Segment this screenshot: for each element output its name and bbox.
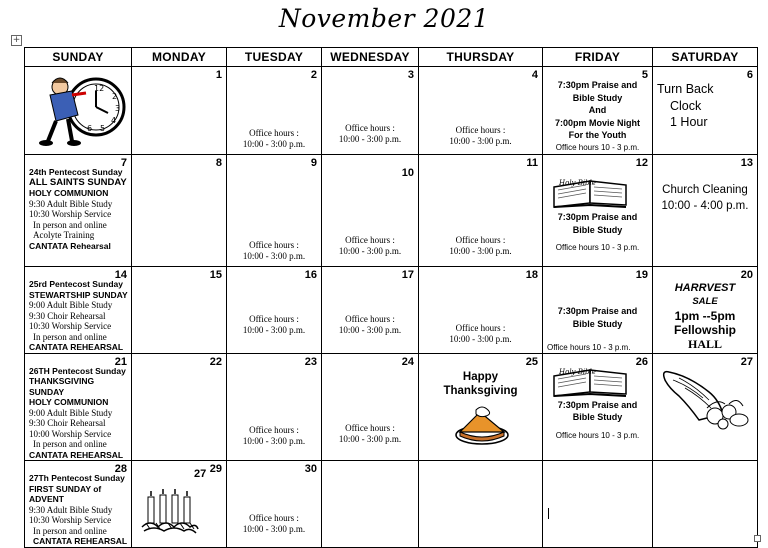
day-cell[interactable]	[322, 461, 419, 548]
day-number: 6	[746, 69, 753, 81]
day-number: 28	[114, 463, 127, 475]
day-number: 10	[401, 167, 414, 179]
day-number: 20	[740, 269, 753, 281]
day-cell[interactable]	[322, 67, 419, 155]
office-hours: Office hours : 10:00 - 3:00 p.m.	[449, 125, 512, 146]
day-number: 26	[635, 355, 648, 368]
week-row	[25, 155, 758, 267]
day-number: 1	[215, 69, 222, 81]
day-cell[interactable]	[322, 267, 419, 354]
day-number: 22	[209, 355, 222, 368]
svg-text:6: 6	[87, 124, 93, 133]
day-cell[interactable]	[227, 353, 322, 461]
day-number: 5	[641, 69, 648, 81]
week-row	[25, 67, 758, 155]
day-number: 8	[215, 157, 222, 169]
day-cell[interactable]	[419, 67, 543, 155]
saturday-event: HARRVEST SALE 1pm --5pm Fellowship HALL	[673, 282, 736, 351]
day-number: 13	[740, 157, 753, 169]
header-sunday: SUNDAY	[25, 48, 132, 67]
day-cell[interactable]	[227, 67, 322, 155]
day-cell[interactable]	[25, 67, 132, 155]
day-number-extra: 27	[194, 468, 207, 480]
day-cell[interactable]	[322, 155, 419, 267]
week-row	[25, 353, 758, 461]
day-cell[interactable]	[543, 353, 653, 461]
day-cell[interactable]	[25, 155, 132, 267]
saturday-event: Church Cleaning 10:00 - 4:00 p.m.	[661, 184, 749, 212]
day-cell[interactable]	[322, 353, 419, 461]
office-hours: Office hours : 10:00 - 3:00 p.m.	[338, 123, 402, 144]
day-number: 7	[120, 157, 127, 169]
text-cursor	[548, 508, 549, 519]
office-hours: Office hours : 10:00 - 3:00 p.m.	[242, 512, 306, 534]
office-hours: Office hours : 10:00 - 3:00 p.m.	[449, 235, 512, 256]
sunday-schedule: 27Th Pentecost Sunday FIRST SUNDAY of ADVENT 9:30 Adult Bible Study 10:30 Worship Service In person and online CANTATA REHEARSAL	[29, 473, 128, 546]
day-number: 17	[401, 269, 414, 281]
bible-label: Holy Bible	[559, 179, 596, 187]
bible-label: Holy Bible	[559, 367, 596, 376]
day-cell[interactable]	[25, 267, 132, 354]
office-hours: Office hours : 10:00 - 3:00 p.m.	[338, 313, 402, 335]
calendar-table	[24, 47, 758, 548]
bible-icon	[550, 177, 630, 209]
thanksgiving-text: Happy Thanksgiving	[443, 370, 518, 397]
day-cell[interactable]	[132, 267, 227, 354]
week-row	[25, 461, 758, 548]
day-cell[interactable]	[132, 155, 227, 267]
day-cell[interactable]: 19 7:30pm Praise and Bible Study Office hours 10 - 3 p.m.	[543, 267, 653, 354]
day-number: 14	[114, 269, 127, 281]
day-number: 16	[304, 269, 317, 281]
office-hours: Office hours : 10:00 - 3:00 p.m.	[242, 425, 306, 446]
saturday-event: Turn Back Clock 1 Hour	[657, 82, 714, 129]
table-resize-handle[interactable]	[754, 535, 761, 542]
day-cell[interactable]	[227, 155, 322, 267]
day-number: 30	[304, 463, 317, 475]
day-cell[interactable]	[132, 353, 227, 461]
day-number: 12	[635, 157, 648, 169]
day-number: 9	[310, 157, 317, 169]
day-cell[interactable]	[419, 155, 543, 267]
header-monday: MONDAY	[132, 48, 227, 67]
friday-events: 7:30pm Praise and Bible Study	[557, 306, 638, 329]
svg-text:5: 5	[100, 124, 106, 133]
day-number: 18	[525, 269, 538, 281]
pie-icon	[452, 402, 512, 448]
cornucopia-icon	[659, 366, 751, 432]
day-cell[interactable]	[25, 353, 132, 461]
svg-text:12: 12	[94, 84, 105, 93]
week-row	[25, 267, 758, 354]
advent-candles-icon	[140, 487, 200, 537]
day-cell[interactable]	[419, 353, 543, 461]
day-cell[interactable]	[653, 155, 758, 267]
day-number: 4	[531, 69, 538, 81]
sunday-schedule: 25rd Pentecost Sunday STEWARTSHIP SUNDAY 9:00 Adult Bible Study 9:30 Choir Rehearsal 10:30 Worship Service In person and online CANTATA REHEARSAL	[29, 279, 128, 352]
day-cell[interactable]	[419, 461, 543, 548]
day-cell[interactable]	[25, 461, 132, 548]
day-cell[interactable]	[653, 461, 758, 548]
day-cell[interactable]	[543, 461, 653, 548]
day-cell[interactable]	[227, 461, 322, 548]
day-cell[interactable]	[653, 267, 758, 354]
header-tuesday: TUESDAY	[227, 48, 322, 67]
day-cell[interactable]	[132, 461, 227, 548]
office-hours: Office hours : 10:00 - 3:00 p.m.	[242, 128, 306, 149]
table-move-handle[interactable]: +	[12, 35, 21, 45]
office-hours: Office hours : 10:00 - 3:00 p.m.	[338, 235, 402, 256]
day-number: 23	[304, 355, 317, 368]
friday-events: 7:30pm Praise and Bible Study And 7:00pm Movie Night For the Youth Office hours 10 - 3 p.m.	[554, 80, 640, 152]
svg-text:2: 2	[112, 92, 118, 101]
header-wednesday: WEDNESDAY	[322, 48, 419, 67]
office-hours: Office hours : 10:00 - 3:00 p.m.	[338, 423, 402, 444]
day-number: 29	[209, 463, 222, 475]
day-cell[interactable]	[227, 267, 322, 354]
friday-events: 7:30pm Praise and Bible Study Office hours 10 - 3 p.m.	[555, 212, 640, 252]
day-number: 25	[525, 355, 538, 368]
office-hours: Office hours : 10:00 - 3:00 p.m.	[449, 322, 512, 344]
friday-events: 7:30pm Praise and Bible Study Office hours 10 - 3 p.m.	[555, 399, 640, 440]
header-thursday: THURSDAY	[419, 48, 543, 67]
day-number: 24	[401, 355, 414, 368]
office-hours: Office hours : 10:00 - 3:00 p.m.	[242, 240, 306, 261]
day-number: 19	[635, 269, 648, 281]
day-number: 27	[740, 355, 753, 368]
day-number: 21	[114, 355, 127, 368]
day-cell[interactable]	[132, 67, 227, 155]
day-number: 3	[407, 69, 414, 81]
day-number: 2	[310, 69, 317, 81]
office-hours: Office hours : 10:00 - 3:00 p.m.	[242, 313, 306, 335]
sunday-schedule: 24th Pentecost Sunday ALL SAINTS SUNDAY HOLY COMMUNION 9:30 Adult Bible Study 10:30 Worship Service In person and online Acolyte Training CANTATA Rehearsal	[29, 167, 127, 251]
day-cell[interactable]	[419, 267, 543, 354]
bible-icon	[550, 366, 630, 398]
clock-man-icon	[28, 71, 128, 149]
day-cell[interactable]	[543, 155, 653, 267]
header-saturday: SATURDAY	[653, 48, 758, 67]
svg-text:3: 3	[115, 104, 121, 113]
day-number: 15	[209, 269, 222, 281]
svg-text:4: 4	[111, 116, 117, 125]
day-cell[interactable]	[653, 67, 758, 155]
day-number: 11	[526, 157, 538, 169]
day-cell[interactable]	[653, 353, 758, 461]
sunday-schedule: 26TH Pentecost Sunday THANKSGIVING SUNDAY HOLY COMMUNION 9:00 Adult Bible Study 9:30 Choir Rehearsal 10:00 Worship Service In person and online CANTATA REHEARSAL	[29, 365, 126, 460]
calendar-title: November 2021	[278, 4, 490, 33]
day-cell[interactable]	[543, 67, 653, 155]
weekday-header-row	[25, 48, 758, 67]
header-friday: FRIDAY	[543, 48, 653, 67]
